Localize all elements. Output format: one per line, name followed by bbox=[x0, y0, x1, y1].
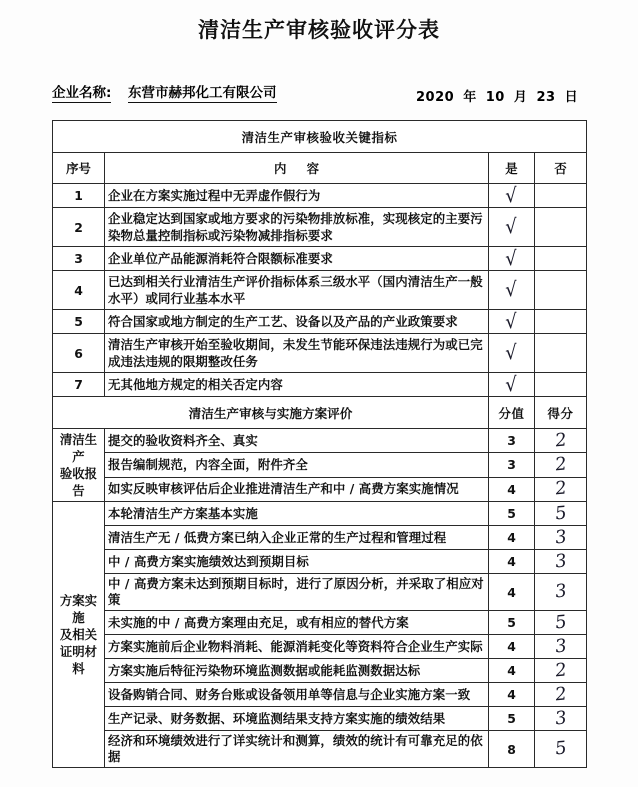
section1-header-row bbox=[53, 153, 587, 184]
document-date bbox=[414, 86, 580, 105]
table-row bbox=[53, 184, 587, 208]
row-content: 中 / 高费方案实施绩效达到预期目标 bbox=[105, 550, 489, 574]
row-content: 清洁生产审核开始至验收期间，未发生节能环保违法违规行为或已完成违法违规的限期整改任务 bbox=[105, 334, 489, 373]
row-score[interactable] bbox=[535, 526, 587, 550]
row-content: 未实施的中 / 高费方案理由充足，或有相应的替代方案 bbox=[105, 611, 489, 635]
table-row bbox=[53, 707, 587, 731]
date-day-unit: 日 bbox=[564, 90, 579, 105]
company-name-value: 东营市赫邦化工有限公司 bbox=[128, 85, 277, 101]
row-points: 4 bbox=[489, 574, 535, 611]
row-no-mark[interactable] bbox=[535, 184, 587, 208]
header-index: 序号 bbox=[53, 153, 105, 184]
row-score[interactable] bbox=[535, 635, 587, 659]
table-row bbox=[53, 429, 587, 453]
row-score[interactable] bbox=[535, 502, 587, 526]
section1-banner: 清洁生产审核验收关键指标 bbox=[53, 121, 587, 153]
handwritten-score: 2 bbox=[554, 429, 567, 452]
header-score: 得分 bbox=[535, 397, 587, 429]
header-content: 内 容 bbox=[105, 153, 489, 184]
group-label-implementation bbox=[53, 502, 105, 768]
date-month: 10 bbox=[485, 90, 505, 105]
header-yes: 是 bbox=[489, 153, 535, 184]
table-row bbox=[53, 635, 587, 659]
row-content: 符合国家或地方制定的生产工艺、设备以及产品的产业政策要求 bbox=[105, 310, 489, 334]
row-content: 报告编制规范，内容全面，附件齐全 bbox=[105, 453, 489, 477]
table-row bbox=[53, 453, 587, 477]
check-icon: √ bbox=[504, 308, 518, 334]
handwritten-score: 2 bbox=[554, 477, 567, 500]
handwritten-score: 2 bbox=[554, 453, 567, 476]
handwritten-score: 3 bbox=[554, 634, 567, 658]
table-row bbox=[53, 373, 587, 397]
row-score[interactable] bbox=[535, 659, 587, 683]
group-label-line: 验收报告 bbox=[59, 466, 98, 498]
table-row bbox=[53, 659, 587, 683]
row-points: 4 bbox=[489, 635, 535, 659]
row-score[interactable] bbox=[535, 574, 587, 611]
handwritten-score: 5 bbox=[554, 610, 567, 634]
row-content: 中 / 高费方案未达到预期目标时，进行了原因分析，并采取了相应对策 bbox=[105, 574, 489, 611]
check-icon: √ bbox=[504, 182, 518, 208]
table-row bbox=[53, 208, 587, 247]
row-score[interactable] bbox=[535, 731, 587, 768]
handwritten-score: 3 bbox=[554, 549, 567, 573]
group-label-report bbox=[53, 429, 105, 502]
check-icon: √ bbox=[504, 277, 518, 302]
row-content: 企业稳定达到国家或地方要求的污染物排放标准，实现核定的主要污染物总量控制指标或污染物减排指标要求 bbox=[105, 208, 489, 247]
row-yes-mark[interactable] bbox=[489, 184, 535, 208]
row-yes-mark[interactable] bbox=[489, 208, 535, 247]
row-content: 本轮清洁生产方案基本实施 bbox=[105, 502, 489, 526]
date-day: 23 bbox=[536, 90, 556, 105]
row-yes-mark[interactable] bbox=[489, 271, 535, 310]
header-no: 否 bbox=[535, 153, 587, 184]
table-row bbox=[53, 731, 587, 768]
row-points: 4 bbox=[489, 550, 535, 574]
table-row bbox=[53, 611, 587, 635]
group-label-line: 方案实施 bbox=[59, 593, 98, 625]
table-row bbox=[53, 502, 587, 526]
row-no-mark[interactable] bbox=[535, 373, 587, 397]
row-content: 提交的验收资料齐全、真实 bbox=[105, 429, 489, 453]
row-yes-mark[interactable] bbox=[489, 334, 535, 373]
row-content: 生产记录、财务数据、环境监测结果支持方案实施的绩效结果 bbox=[105, 707, 489, 731]
row-points: 4 bbox=[489, 659, 535, 683]
row-no-mark[interactable] bbox=[535, 310, 587, 334]
row-points: 8 bbox=[489, 731, 535, 768]
row-no-mark[interactable] bbox=[535, 271, 587, 310]
row-score[interactable] bbox=[535, 429, 587, 453]
row-no-mark[interactable] bbox=[535, 334, 587, 373]
row-content: 方案实施后特征污染物环境监测数据或能耗监测数据达标 bbox=[105, 659, 489, 683]
row-content: 无其他地方规定的相关否定内容 bbox=[105, 373, 489, 397]
row-index: 3 bbox=[53, 247, 105, 271]
row-points: 3 bbox=[489, 429, 535, 453]
company-name-label: 企业名称: bbox=[52, 85, 112, 101]
section2-banner: 清洁生产审核与实施方案评价 bbox=[53, 397, 489, 429]
row-score[interactable] bbox=[535, 477, 587, 501]
row-index: 2 bbox=[53, 208, 105, 247]
row-yes-mark[interactable] bbox=[489, 373, 535, 397]
row-content: 经济和环境绩效进行了详实统计和测算，绩效的统计有可靠充足的依据 bbox=[105, 731, 489, 768]
table-row bbox=[53, 271, 587, 310]
table-row bbox=[53, 683, 587, 707]
row-content: 方案实施前后企业物料消耗、能源消耗变化等资料符合企业生产实际 bbox=[105, 635, 489, 659]
scoring-table bbox=[52, 120, 587, 768]
check-icon: √ bbox=[504, 371, 518, 397]
date-year-unit: 年 bbox=[463, 90, 477, 105]
row-index: 6 bbox=[53, 334, 105, 373]
handwritten-score: 3 bbox=[554, 580, 567, 603]
row-content: 企业单位产品能源消耗符合限额标准要求 bbox=[105, 247, 489, 271]
table-row bbox=[53, 550, 587, 574]
row-yes-mark[interactable] bbox=[489, 310, 535, 334]
group-label-line: 证明材料 bbox=[59, 644, 98, 676]
table-row bbox=[53, 247, 587, 271]
group-label-line: 清洁生产 bbox=[59, 432, 98, 464]
header-points: 分值 bbox=[489, 397, 535, 429]
row-content: 企业在方案实施过程中无弄虚作假行为 bbox=[105, 184, 489, 208]
check-icon: √ bbox=[504, 214, 518, 239]
handwritten-score: 3 bbox=[554, 525, 567, 549]
row-points: 4 bbox=[489, 683, 535, 707]
row-score[interactable] bbox=[535, 611, 587, 635]
row-points: 4 bbox=[489, 477, 535, 501]
check-icon: √ bbox=[504, 245, 518, 271]
handwritten-score: 5 bbox=[554, 737, 567, 760]
row-no-mark[interactable] bbox=[535, 247, 587, 271]
table-row bbox=[53, 477, 587, 501]
page-title: 清洁生产审核验收评分表 bbox=[198, 18, 440, 42]
row-index: 5 bbox=[53, 310, 105, 334]
table-row bbox=[53, 310, 587, 334]
row-points: 4 bbox=[489, 526, 535, 550]
section2-banner-row bbox=[53, 397, 587, 429]
row-content: 设备购销合同、财务台账或设备领用单等信息与企业实施方案一致 bbox=[105, 683, 489, 707]
row-index: 1 bbox=[53, 184, 105, 208]
date-year: 2020 bbox=[416, 90, 455, 105]
table-row bbox=[53, 526, 587, 550]
row-index: 7 bbox=[53, 373, 105, 397]
row-score[interactable] bbox=[535, 683, 587, 707]
row-score[interactable] bbox=[535, 550, 587, 574]
row-score[interactable] bbox=[535, 707, 587, 731]
row-content: 如实反映审核评估后企业推进清洁生产和中 / 高费方案实施情况 bbox=[105, 477, 489, 501]
table-row bbox=[53, 334, 587, 373]
handwritten-score: 5 bbox=[554, 501, 567, 525]
document-meta-row bbox=[52, 85, 592, 107]
row-no-mark[interactable] bbox=[535, 208, 587, 247]
row-points: 5 bbox=[489, 611, 535, 635]
row-points: 5 bbox=[489, 502, 535, 526]
row-points: 3 bbox=[489, 453, 535, 477]
date-month-unit: 月 bbox=[513, 90, 528, 105]
table-row bbox=[53, 574, 587, 611]
handwritten-score: 3 bbox=[554, 706, 567, 730]
handwritten-score: 2 bbox=[554, 682, 567, 706]
handwritten-score: 2 bbox=[554, 658, 567, 682]
row-yes-mark[interactable] bbox=[489, 247, 535, 271]
check-icon: √ bbox=[504, 340, 518, 365]
section1-banner-row bbox=[53, 121, 587, 153]
row-score[interactable] bbox=[535, 453, 587, 477]
row-content: 已达到相关行业清洁生产评价指标体系三级水平（国内清洁生产一般水平）或同行业基本水平 bbox=[105, 271, 489, 310]
row-points: 5 bbox=[489, 707, 535, 731]
row-index: 4 bbox=[53, 271, 105, 310]
row-content: 清洁生产无 / 低费方案已纳入企业正常的生产过程和管理过程 bbox=[105, 526, 489, 550]
group-label-line: 及相关 bbox=[59, 627, 98, 642]
